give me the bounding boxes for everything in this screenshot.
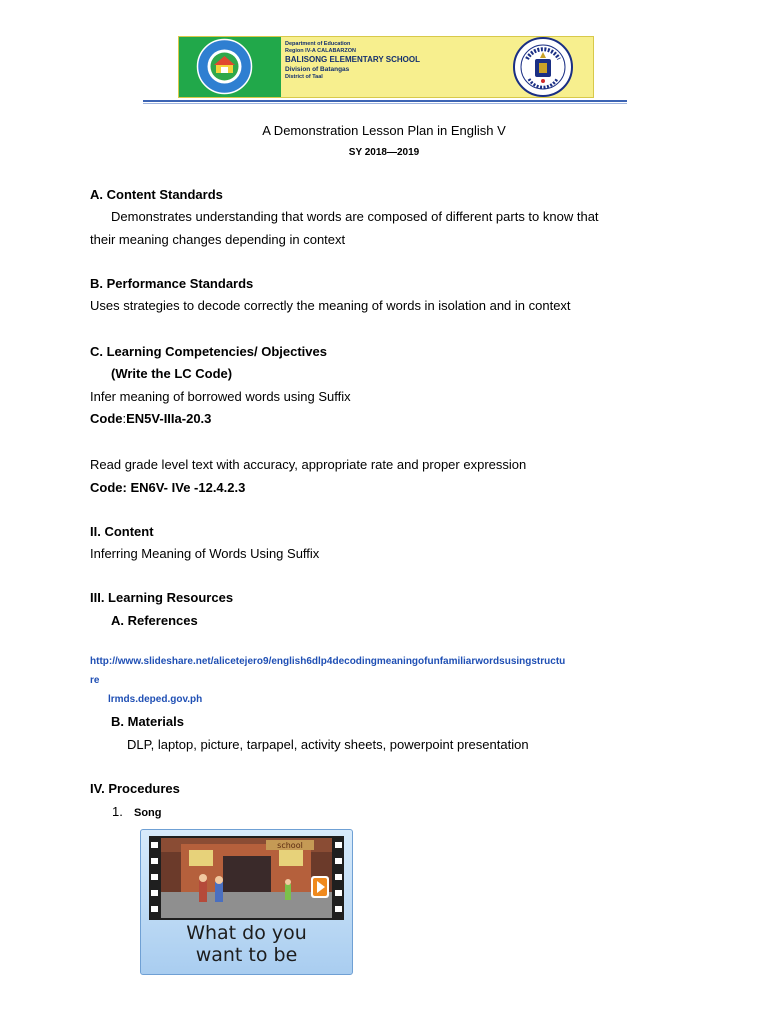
learning-resources-heading: III. Learning Resources [90, 590, 234, 605]
banner-line2: Region IV-A CALABARZON [285, 48, 356, 54]
objective-2-code: Code: EN6V- IVe -12.4.2.3 [90, 480, 246, 495]
code-value: EN5V-IIIa-20.3 [126, 411, 212, 426]
video-caption-line2: want to be [195, 944, 298, 966]
objective-2-text: Read grade level text with accuracy, appropriate rate and proper expression [90, 457, 527, 472]
materials-heading: B. Materials [111, 714, 184, 729]
procedure-item-song: Song [134, 807, 162, 819]
content-standards-line1: Demonstrates understanding that words are composed of different parts to know that [111, 209, 599, 224]
header-rule [143, 100, 627, 102]
sprocket [151, 858, 158, 864]
learning-competencies-heading: C. Learning Competencies/ Objectives [90, 344, 327, 359]
school-year: SY 2018—2019 [348, 147, 420, 158]
document-title: A Demonstration Lesson Plan in English V [262, 123, 506, 138]
header-rule-thin [143, 103, 627, 104]
sprocket [151, 890, 158, 896]
reference-link-slideshare[interactable]: http://www.slideshare.net/alicetejero9/english6dlp4decodingmeaningofunfamiliarwordsusingstructu [90, 656, 566, 667]
code-label: Code [90, 411, 123, 426]
video-caption [141, 922, 352, 966]
performance-standards-text: Uses strategies to decode correctly the meaning of words in isolation and in context [90, 298, 571, 313]
sprocket [335, 890, 342, 896]
film-strip [149, 836, 344, 920]
banner-line1: Department of Education [285, 41, 351, 47]
performance-standards-heading: B. Performance Standards [90, 276, 254, 291]
content-standards-heading: A. Content Standards [90, 187, 223, 202]
song-video-thumbnail[interactable] [140, 829, 353, 975]
banner-school: BALISONG ELEMENTARY SCHOOL [285, 55, 420, 64]
banner-division: Division of Batangas [285, 66, 350, 73]
sprocket [335, 874, 342, 880]
procedures-heading: IV. Procedures [90, 781, 180, 796]
code-separator: : [122, 411, 127, 426]
reference-link-lrmds[interactable]: lrmds.deped.gov.ph [108, 694, 203, 705]
sprocket [335, 858, 342, 864]
deped-seal-icon [513, 37, 573, 97]
references-heading: A. References [111, 613, 198, 628]
banner-district: District of Taal [285, 74, 323, 80]
procedure-item-number: 1. [112, 804, 123, 819]
video-caption-line1: What do you [186, 922, 307, 944]
content-text: Inferring Meaning of Words Using Suffix [90, 546, 320, 561]
lc-code-note: (Write the LC Code) [111, 366, 233, 381]
school-seal-icon [196, 38, 253, 95]
sprocket [335, 842, 342, 848]
objective-1-text: Infer meaning of borrowed words using Suffix [90, 389, 351, 404]
sprocket [151, 874, 158, 880]
sprocket [151, 906, 158, 912]
sprocket [335, 906, 342, 912]
materials-text: DLP, laptop, picture, tarpapel, activity sheets, powerpoint presentation [127, 737, 529, 752]
content-heading: II. Content [90, 524, 154, 539]
banner-text [285, 41, 485, 81]
reference-link-slideshare-cont[interactable]: re [90, 675, 100, 686]
school-scene-image [161, 838, 332, 918]
sprocket [151, 842, 158, 848]
objective-1-code [90, 411, 211, 427]
scene-sign-text: school [277, 841, 303, 850]
content-standards-line2: their meaning changes depending in context [90, 232, 346, 247]
header-banner [178, 36, 594, 98]
